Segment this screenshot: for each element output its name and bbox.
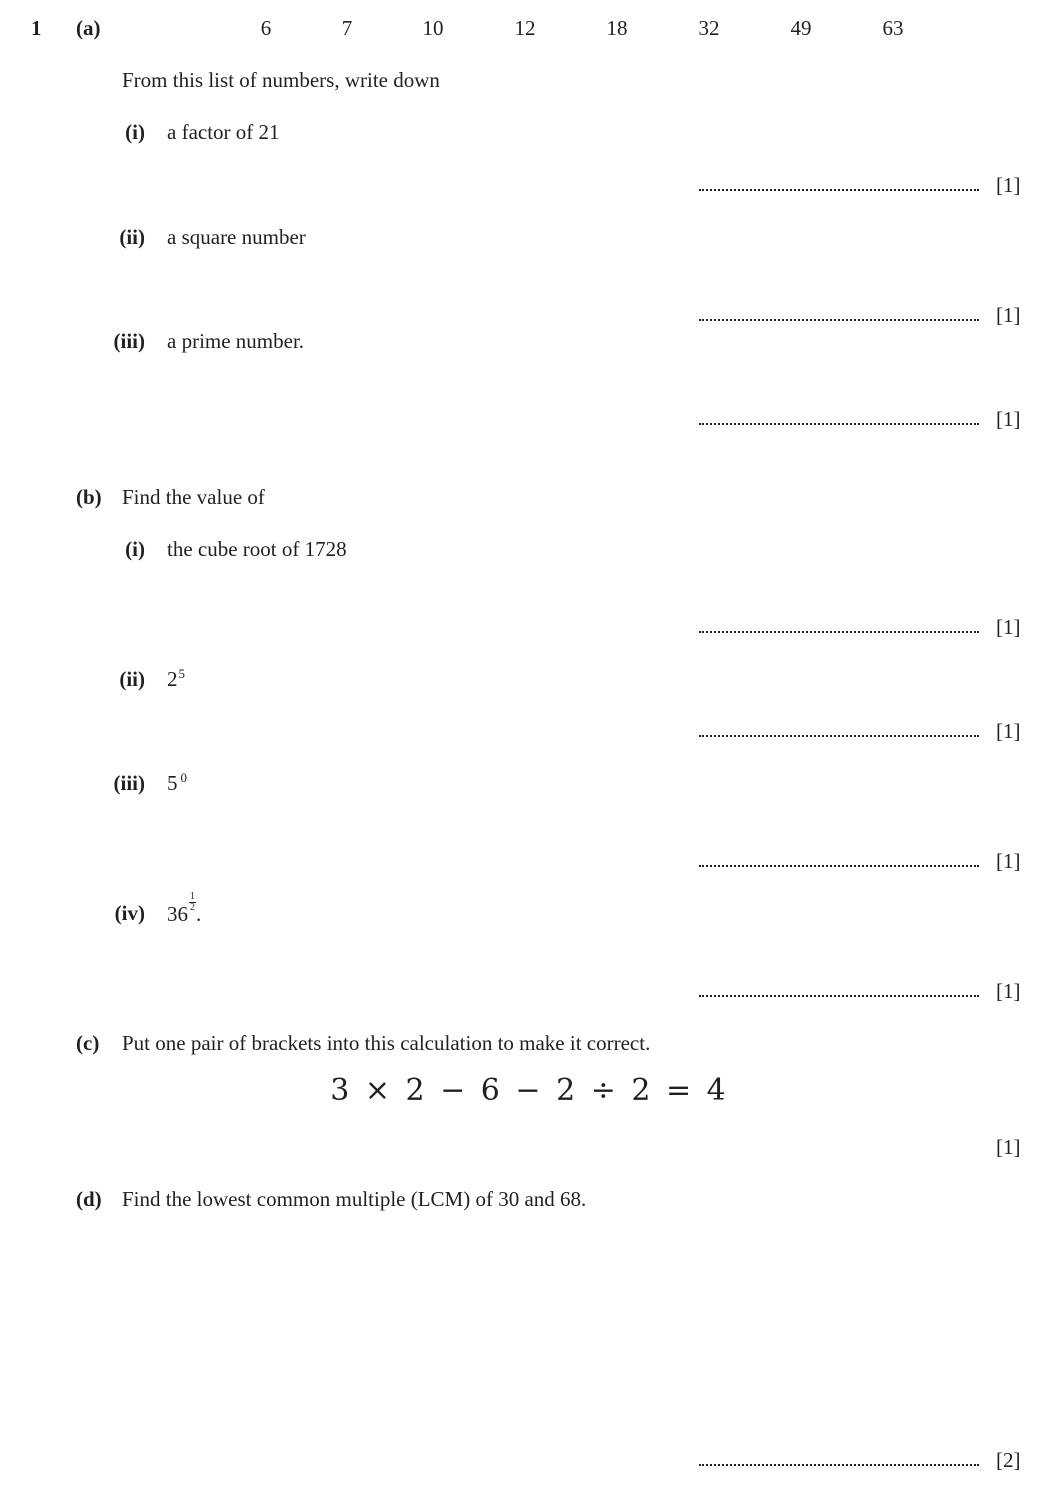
answer-line[interactable] <box>699 631 979 633</box>
answer-line[interactable] <box>699 1464 979 1466</box>
part-d-text: Find the lowest common multiple (LCM) of 30 and 68. <box>122 1187 587 1211</box>
marks-label: [1] <box>996 407 1021 431</box>
marks-label: [1] <box>996 303 1021 327</box>
number-list-item: 18 <box>606 16 628 40</box>
sub-label: (iii) <box>113 329 145 353</box>
answer-line[interactable] <box>699 865 979 867</box>
number-list-item: 63 <box>882 16 904 40</box>
sub-question-text: a square number <box>167 225 306 249</box>
power-base: 36 <box>167 902 188 926</box>
power-exponent: 0 <box>180 770 187 785</box>
sub-label: (i) <box>125 120 145 144</box>
marks-label: [1] <box>996 719 1021 743</box>
fraction-exponent <box>189 892 196 913</box>
fraction-denominator: 2 <box>190 902 195 913</box>
power-expression <box>167 891 202 926</box>
power-expression <box>167 770 187 795</box>
part-c-label: (c) <box>76 1031 100 1055</box>
marks-label: [1] <box>996 979 1021 1003</box>
number-list-item: 10 <box>422 16 444 40</box>
answer-line[interactable] <box>699 319 979 321</box>
part-b-label: (b) <box>76 485 102 509</box>
number-list-item: 7 <box>341 16 353 40</box>
marks-label: [1] <box>996 173 1021 197</box>
question-number: 1 <box>31 16 42 40</box>
marks-label: [1] <box>996 849 1021 873</box>
sub-label: (iv) <box>114 901 145 925</box>
sub-label: (ii) <box>119 225 145 249</box>
marks-label: [1] <box>996 615 1021 639</box>
answer-line[interactable] <box>699 735 979 737</box>
power-expression <box>167 666 185 691</box>
power-base: 2 <box>167 667 178 691</box>
sub-question-text: a prime number. <box>167 329 305 353</box>
marks-label: [1] <box>996 1135 1021 1159</box>
power-base: 5 <box>167 771 178 795</box>
sub-label: (ii) <box>119 667 145 691</box>
part-a-intro: From this list of numbers, write down <box>122 68 440 92</box>
part-c-text: Put one pair of brackets into this calculation to make it correct. <box>122 1031 651 1055</box>
number-list-item: 12 <box>514 16 536 40</box>
sub-question-text: a factor of 21 <box>167 120 280 144</box>
answer-line[interactable] <box>699 189 979 191</box>
answer-line[interactable] <box>699 995 979 997</box>
power-exponent: 5 <box>178 666 185 681</box>
answer-line[interactable] <box>699 423 979 425</box>
number-list-item: 6 <box>260 16 272 40</box>
part-b-intro: Find the value of <box>122 485 265 509</box>
marks-label: [2] <box>996 1448 1021 1472</box>
sub-question-text: the cube root of 1728 <box>167 537 347 561</box>
number-list-item: 49 <box>790 16 812 40</box>
fraction-numerator: 1 <box>190 891 195 902</box>
calculation-equation: 3 × 2 − 6 − 2 ÷ 2 = 4 <box>330 1073 726 1108</box>
expression-suffix: . <box>196 902 202 926</box>
number-list-item: 32 <box>698 16 720 40</box>
sub-label: (i) <box>125 537 145 561</box>
part-d-label: (d) <box>76 1187 102 1211</box>
part-a-label: (a) <box>76 16 101 40</box>
sub-label: (iii) <box>113 771 145 795</box>
